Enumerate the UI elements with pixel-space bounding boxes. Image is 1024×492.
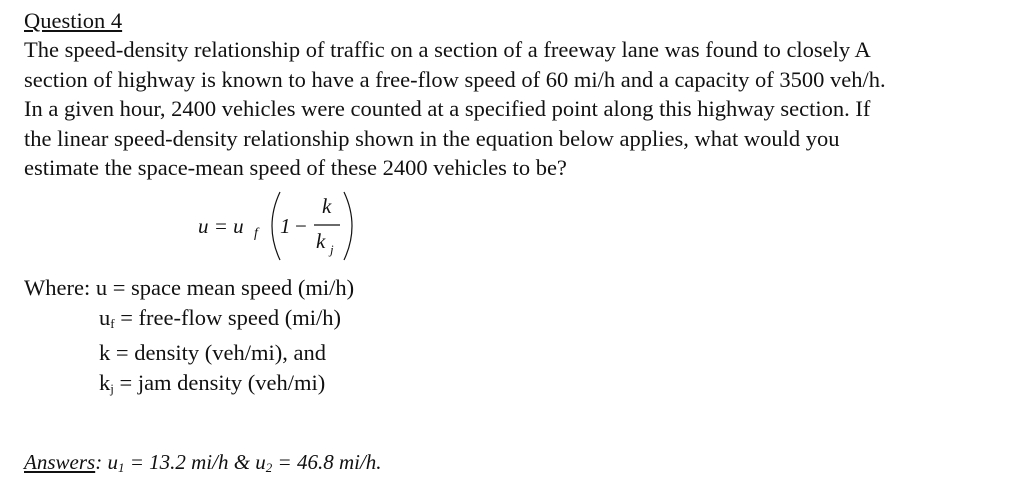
definition-u <box>24 273 354 303</box>
variable-definitions <box>24 273 354 403</box>
question-block <box>24 6 1014 183</box>
question-line: In a given hour, 2400 vehicles were counted at a specified point along this highway section. If <box>24 96 871 121</box>
question-line: the linear speed-density relationship shown in the equation below applies, what would you <box>24 125 840 151</box>
u2-subscript: 2 <box>265 460 273 475</box>
left-paren <box>272 192 280 260</box>
question-text <box>24 35 1014 183</box>
kj-subscript: j <box>110 380 114 396</box>
definition-uf-text: = free-flow speed (mi/h) <box>114 304 341 330</box>
definition-uf <box>24 303 354 339</box>
definition-kj-text: = jam density (veh/mi) <box>113 369 326 395</box>
answers-label: Answers <box>24 450 96 474</box>
equation-one: 1 <box>280 214 291 238</box>
uf-symbol: u <box>99 304 111 330</box>
where-label: Where: <box>24 275 96 300</box>
equation-denominator-subscript: j <box>330 242 334 257</box>
equation-numerator: k <box>322 194 332 218</box>
u2-symbol: u <box>255 450 266 474</box>
definition-k-text: k = density (veh/mi), and <box>99 340 327 365</box>
uf-subscript: f <box>110 315 115 331</box>
equation-lhs-subscript: f <box>254 226 258 241</box>
answers-colon: : <box>95 450 108 474</box>
definition-kj <box>24 368 354 404</box>
u2-value: = 46.8 mi/h. <box>272 450 382 474</box>
question-line: section of highway is known to have a free-flow speed of 60 mi/h and a capacity of 3500 veh/h. <box>24 66 886 92</box>
speed-density-equation <box>198 188 368 264</box>
equation-minus: − <box>295 214 307 238</box>
definition-u-text: u = space mean speed (mi/h) <box>95 275 355 300</box>
definition-k <box>24 338 354 368</box>
right-paren <box>344 192 352 260</box>
equation-lhs: u = u <box>198 214 244 238</box>
question-line: estimate the space-mean speed of these 2400 vehicles to be? <box>24 155 567 180</box>
kj-symbol: k <box>99 369 111 395</box>
question-line: The speed-density relationship of traffic on a section of a freeway lane was found to closely A <box>24 37 871 62</box>
u1-subscript: 1 <box>117 460 125 475</box>
answers-line <box>24 450 382 476</box>
question-title: Question 4 <box>24 8 123 33</box>
equation-denominator: k <box>316 229 326 253</box>
u1-value: = 13.2 mi/h & <box>124 450 256 474</box>
u1-symbol: u <box>107 450 118 474</box>
